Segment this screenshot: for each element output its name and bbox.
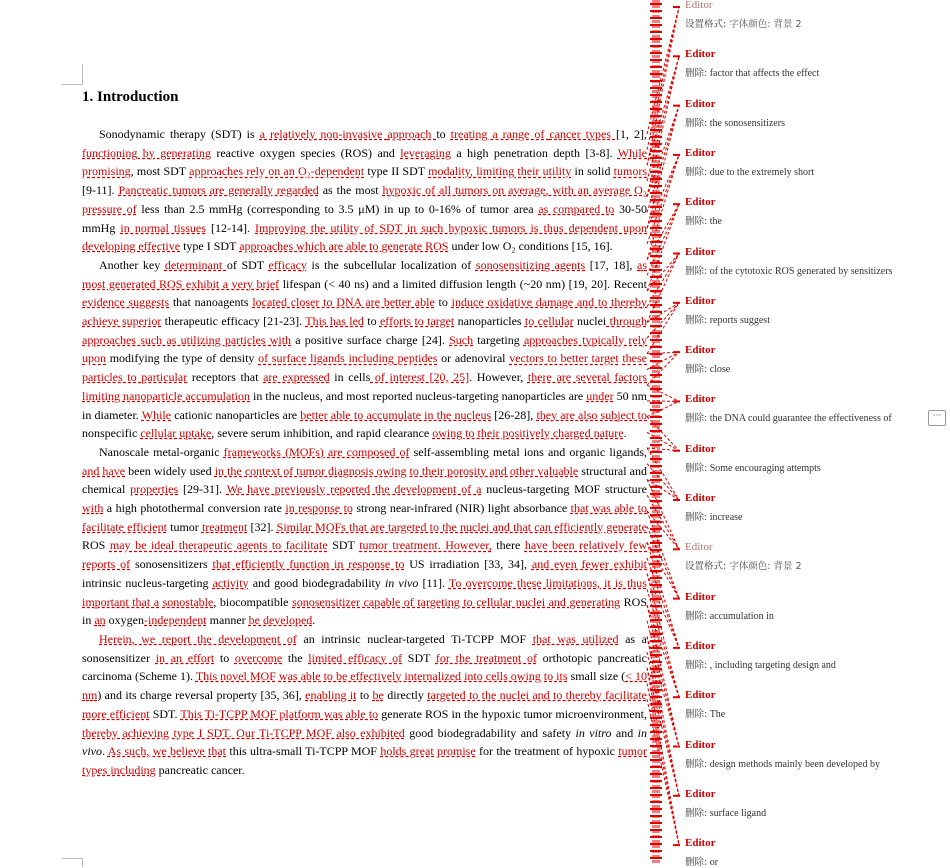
balloon-label: 删除: [685, 857, 708, 868]
inserted-text: as most generated ROS exhibit a very brief [82, 257, 648, 291]
text-run: for the treatment of hypoxic [475, 744, 619, 759]
revision-balloons-pane [680, 0, 950, 868]
text-run: Sonodynamic therapy (SDT) is [99, 127, 260, 141]
text-run: [32]. [247, 519, 277, 534]
inserted-text: leveraging [400, 145, 451, 160]
inserted-text: While [141, 407, 172, 422]
inserted-text: with [82, 501, 104, 516]
revision-balloon[interactable] [685, 443, 821, 474]
balloon-author: Editor [685, 787, 716, 800]
text-run: there [491, 538, 525, 553]
balloon-detail [685, 706, 725, 720]
revision-balloon[interactable] [685, 344, 730, 375]
inserted-text: treating a range of [450, 127, 550, 141]
revision-balloon[interactable] [685, 788, 766, 819]
text-run: a high penetration depth [3-8]. [450, 145, 618, 160]
inserted-text: As such, we believe that [107, 744, 227, 759]
section-heading: 1. Introduction [82, 89, 179, 105]
balloon-label: 删除: [685, 709, 708, 721]
inserted-text: in normal tissues [120, 220, 206, 235]
text-run: manner [206, 613, 249, 628]
balloon-author: Editor [685, 245, 716, 258]
text-run: to [434, 295, 452, 310]
balloon-label: 删除: [685, 166, 708, 178]
text-run: in vitro [575, 725, 612, 740]
text-run: a positive surface charge [24]. [291, 332, 450, 347]
inserted-text: evidence suggests [82, 295, 170, 310]
inserted-text: a relatively non-invasive [259, 127, 388, 141]
balloon-text: of the cytotoxic ROS generated by sensitizers [707, 265, 893, 277]
balloon-label: 删除: [685, 807, 708, 819]
text-run: reactive oxygen species (ROS) and [210, 145, 401, 160]
text-run: [29-31]. [178, 482, 227, 497]
balloon-author: Editor [685, 196, 716, 209]
revision-balloon[interactable] [685, 295, 770, 326]
inserted-text: sonosensitizing agents [475, 257, 586, 272]
connector-line [647, 56, 679, 165]
balloon-author: Editor [685, 738, 716, 751]
balloon-text: , including targeting design and [707, 659, 836, 671]
text-run: US irradiation [33, 34], [404, 557, 532, 572]
inserted-text: owing to their positively charged nature [432, 426, 624, 441]
connector-line [647, 636, 679, 746]
balloon-text: increase [707, 512, 743, 523]
inserted-text: Similar MOFs that are targeted to the nuclei and that can efficiently generate [276, 519, 647, 534]
balloon-author: Editor [685, 97, 716, 110]
inserted-text: in the context of tumor diagnosis owing to their porosity and other valuable [214, 463, 579, 478]
inserted-text: of surface ligands including peptides [258, 351, 438, 366]
inserted-text: induce oxidative damage and to thereby achieve superior [82, 295, 647, 329]
text-run: SDT. [149, 706, 181, 721]
inserted-text: This has led [305, 314, 364, 329]
text-run: SDT [327, 538, 360, 553]
revision-balloon[interactable] [685, 541, 802, 572]
revision-balloon[interactable] [685, 591, 774, 622]
text-run: ROS in [82, 594, 648, 628]
inserted-text: have been relatively few reports of [82, 538, 648, 572]
text-run: nuclei [573, 314, 607, 329]
inserted-text: approaches rely on an O₂-dependent [189, 164, 365, 179]
text-run: small size ( [567, 669, 626, 684]
connector-line [647, 432, 679, 450]
balloon-text: The [707, 709, 726, 721]
connector-line [647, 636, 679, 795]
text-run: generate ROS in the hypoxic tumor microenvironment, [378, 706, 648, 721]
text-run: been widely used [125, 463, 215, 478]
inserted-text: modality, limiting their utility [428, 164, 572, 179]
text-run: intrinsic nucleus-targeting [82, 575, 213, 590]
text-run: tumor [166, 519, 202, 534]
balloon-text: reports suggest [707, 314, 770, 326]
text-run: or adenoviral [437, 351, 510, 366]
text-run: to [356, 688, 373, 703]
text-run: orthotopic pancreatic carcinoma (Scheme 1). [82, 650, 647, 684]
inserted-text: of interest [20, 25] [370, 370, 470, 385]
inserted-text: Improving the utility of SDT in such hypoxic tumors is thus dependent upon developing effective [82, 220, 648, 254]
connector-line [647, 385, 679, 401]
inserted-text: there are several factors limiting nanoparticle accumulation [82, 370, 648, 403]
inserted-text: frameworks (MOFs) are composed of [223, 444, 410, 459]
text-run: less than 2.5 mmHg (corresponding to 3.5 μM) in up to 0-16% of tumor area [136, 201, 539, 216]
body-text[interactable] [82, 125, 647, 780]
inserted-text: in response to [285, 501, 353, 516]
text-run: pancreatic cancer. [155, 762, 245, 777]
text-run: targeting [473, 332, 524, 347]
text-run: self-assembling metal ions and organic ligands, [409, 444, 647, 459]
inserted-text: under [586, 388, 614, 403]
inserted-text: This Ti-TCPP MOF platform was able to [180, 706, 379, 721]
balloon-detail [685, 608, 774, 622]
inserted-text: approach [387, 127, 437, 141]
balloon-text: the sonosensitizers [707, 117, 785, 129]
inserted-text: efficacy [268, 257, 307, 272]
inserted-text: sonostable [162, 594, 214, 609]
text-run: [9-11]. [82, 183, 119, 198]
revision-balloon[interactable] [685, 837, 718, 868]
balloon-label: 删除: [685, 512, 708, 523]
revision-connector-lines [645, 0, 685, 865]
text-run: [12-14]. [205, 220, 256, 235]
inserted-text: cancer types [549, 127, 616, 141]
text-run: type I SDT [180, 239, 240, 254]
balloon-text: or [707, 857, 719, 868]
inserted-text: that was able to facilitate efficient [82, 501, 648, 534]
inserted-text: activity [212, 575, 249, 590]
page-corner-mark [62, 858, 83, 867]
inserted-text: better able to accumulate in the nucleus [300, 407, 492, 422]
balloon-detail [685, 213, 722, 227]
inserted-text: tumors [613, 164, 648, 179]
inserted-text: This novel MOF [195, 669, 276, 684]
text-run: and [611, 725, 638, 740]
balloon-author: Editor [685, 590, 716, 603]
text-run: in vivo [82, 725, 648, 759]
text-run: nucleus-targeting MOF structure [481, 482, 647, 497]
inserted-text: be developed [248, 613, 313, 628]
inserted-text: targeted to the nuclei and to thereby facilitate more efficient [82, 688, 647, 721]
balloon-author: Editor [685, 146, 716, 159]
text-run: a high photothermal conversion rate [103, 501, 286, 516]
balloon-label: 删除: [685, 413, 708, 425]
revision-balloon[interactable] [685, 48, 819, 79]
more-options-icon[interactable]: ··· [928, 410, 946, 426]
balloon-label: 删除: [685, 462, 708, 474]
inserted-text: to cellular [524, 314, 574, 329]
paragraph [82, 630, 647, 780]
balloon-label: 删除: [685, 68, 708, 80]
balloon-author: Editor [685, 541, 713, 554]
balloon-text: close [707, 364, 731, 376]
inserted-text: functioning by generating [82, 145, 211, 160]
inserted-text: in an effort [155, 650, 215, 665]
page-corner-mark [62, 64, 83, 85]
text-run: this ultra-small Ti-TCPP MOF [226, 744, 381, 759]
inserted-text: thereby achieving type I SDT. Our Ti-TCPP MOF also exhibited [82, 725, 405, 740]
balloon-author: Editor [685, 689, 716, 702]
connector-line [647, 684, 679, 846]
text-run: an intrinsic nuclear-targeted Ti-TCPP MOF [296, 631, 533, 646]
inserted-text: be [372, 688, 384, 703]
text-run: receptors that [187, 370, 264, 385]
text-run: 50 nm in diameter. [82, 388, 648, 422]
balloon-author: Editor [685, 837, 716, 850]
inserted-text: may be ideal therapeutic agents to facilitate [109, 538, 328, 553]
text-run: under low O₂ conditions [15, 16]. [448, 239, 613, 254]
text-run: ROS [82, 538, 110, 553]
connector-line [647, 7, 679, 165]
inserted-text: approaches typically rely upon [82, 332, 647, 366]
revision-balloon[interactable] [685, 147, 814, 178]
text-run: [26-28], [491, 407, 537, 422]
balloon-label: 删除: [685, 659, 708, 671]
text-run: , biocompatible [213, 594, 293, 609]
inserted-text: determinant [164, 257, 227, 272]
balloon-detail [685, 657, 836, 671]
text-run: [17, 18], [585, 257, 638, 272]
inserted-text: sonosensitizer capable of targeting to cellular nuclei and generating [292, 594, 621, 609]
inserted-text: properties [130, 482, 179, 497]
paragraph [82, 125, 647, 256]
text-run: oxygen [105, 613, 144, 628]
balloon-detail [685, 361, 730, 375]
text-run: good biodegradability and safety [404, 725, 576, 740]
balloon-detail [685, 410, 892, 424]
text-run: Nanoscale metal-organic [99, 444, 224, 459]
text-run: of SDT [226, 257, 269, 272]
inserted-text: tumor types including [82, 744, 648, 777]
revision-balloon[interactable] [685, 98, 785, 129]
text-run: sonosensitizers [130, 557, 213, 572]
inserted-text: approaches which are able to generate ROS [239, 239, 449, 254]
inserted-text: < 10 nm [82, 669, 648, 703]
text-run: the [282, 650, 309, 665]
text-run: is the subcellular localization of [306, 257, 476, 272]
text-run: therapeutic efficacy [21-23]. [161, 314, 306, 329]
balloon-author: Editor [685, 344, 716, 357]
balloon-detail [685, 854, 718, 868]
inserted-text: that was utilized [532, 631, 619, 646]
inserted-text: these particles to particular [82, 351, 647, 385]
inserted-text: located closer to DNA are better able [252, 295, 435, 310]
text-run: strong near-infrared (NIR) light absorbance [352, 501, 571, 516]
text-run: to [214, 650, 235, 665]
paragraph [82, 256, 647, 443]
balloon-text: due to the extremely short [707, 166, 815, 178]
revision-balloon[interactable] [685, 246, 892, 277]
balloon-text: the [707, 216, 722, 228]
inserted-text: efforts to target [379, 314, 455, 329]
inserted-text: as compared to [538, 201, 615, 216]
connector-line [647, 56, 679, 197]
revision-balloon[interactable] [685, 393, 892, 424]
text-run: in cells [329, 370, 371, 385]
text-run: structural and chemical [82, 463, 647, 497]
text-run: and good biodegradability [248, 575, 385, 590]
inserted-text: -independent [144, 613, 207, 628]
inserted-text: for the treatment of [435, 650, 537, 665]
balloon-text: the DNA could guarantee the effectiveness of [707, 413, 892, 425]
balloon-label: 删除: [685, 610, 708, 622]
balloon-label: 删除: [685, 117, 708, 129]
connector-line [647, 7, 679, 134]
text-run: ) and its charge reversal property [35, 36], [97, 688, 306, 703]
inserted-text: Such [449, 332, 474, 347]
text-run: [1, 2], [615, 127, 647, 141]
balloon-detail [685, 509, 742, 523]
inserted-text: vectors to better target [509, 351, 619, 366]
text-run: as a sonosensitizer [82, 631, 647, 665]
inserted-text: are expressed [263, 370, 330, 385]
balloon-author: Editor [685, 393, 716, 406]
text-run: to [436, 127, 451, 141]
revision-balloon[interactable] [685, 0, 802, 30]
balloon-detail [685, 263, 892, 277]
inserted-text: they are also subject to [536, 407, 648, 422]
balloon-label: 删除: [685, 216, 708, 228]
text-run: Another key [99, 257, 165, 272]
revision-balloon[interactable] [685, 640, 836, 671]
inserted-text: treatment [201, 519, 248, 534]
balloon-text: design methods mainly been developed by [707, 758, 880, 770]
connector-line [647, 106, 679, 213]
inserted-text: To overcome these limitations, it is thus important that a [82, 575, 647, 609]
text-run: nonspecific [82, 426, 141, 441]
balloon-detail [685, 164, 814, 178]
inserted-text: Herein, we report the development of [99, 631, 297, 646]
balloon-text: factor that affects the effect [707, 68, 820, 80]
text-run: in the nucleus, and most reported nucleus-targeting nanoparticles are [250, 388, 587, 403]
text-run: , most SDT [130, 164, 190, 179]
text-run: . However, [469, 370, 528, 385]
balloon-label: 设置格式: [685, 561, 727, 573]
balloon-detail [685, 115, 785, 129]
inserted-text: and even fewer exhibit [531, 557, 647, 572]
balloon-label: 设置格式: [685, 19, 727, 30]
text-run: directly [383, 688, 428, 703]
text-run: . [102, 744, 108, 759]
balloon-label: 删除: [685, 364, 708, 376]
balloon-label: 删除: [685, 314, 708, 326]
inserted-text: Pancreatic tumors are generally regarded [118, 183, 319, 198]
inserted-text: We have previously reported the development of a [226, 482, 482, 497]
balloon-text: 字体颜色: 背景 2 [726, 19, 802, 30]
balloon-label: 删除: [685, 758, 708, 770]
balloon-author: Editor [685, 294, 716, 307]
text-run: nanoparticles [454, 314, 525, 329]
balloon-text: Some encouraging attempts [707, 462, 821, 474]
text-run: modifying the type of density [106, 351, 259, 366]
text-run: . [312, 613, 316, 628]
inserted-text: an [94, 613, 106, 628]
text-run: lifespan (< 40 ns) and a limited diffusion length (~20 nm) [19, 20]. Recent [279, 276, 647, 291]
text-run: cationic nanoparticles are [171, 407, 301, 422]
revision-balloon[interactable] [685, 196, 722, 227]
balloon-author: Editor [685, 0, 713, 11]
balloon-detail [685, 558, 802, 572]
inserted-text: holds great promise [380, 744, 476, 759]
inserted-text: and have [82, 463, 126, 478]
inserted-text: hypoxic of all tumors on average, with an average O₂ pressure of [82, 183, 647, 216]
text-run: in solid [571, 164, 614, 179]
balloon-author: Editor [685, 639, 716, 652]
text-run: SDT [402, 650, 436, 665]
balloon-text: surface ligand [707, 807, 767, 819]
balloon-detail [685, 460, 821, 474]
connector-line [647, 527, 679, 599]
balloon-author: Editor [685, 492, 716, 504]
text-run: . [623, 426, 627, 441]
balloon-detail [685, 16, 802, 30]
text-run: type II SDT [364, 164, 429, 179]
inserted-text: through approaches such as utilizing particles with [82, 314, 647, 347]
inserted-text: enabling it [305, 688, 357, 703]
balloon-detail [685, 756, 880, 770]
revision-balloon[interactable] [685, 739, 880, 770]
text-run: that nanoagents [169, 295, 253, 310]
text-run: as the most [318, 183, 383, 198]
connector-line [647, 254, 679, 292]
revision-balloon[interactable] [685, 689, 725, 720]
balloon-author: Editor [685, 48, 716, 61]
balloon-text: accumulation in [707, 610, 774, 622]
inserted-text: cellular uptake [140, 426, 212, 441]
text-run: [11]. [418, 575, 449, 590]
inserted-text: that efficiently function in response to [212, 557, 405, 572]
balloon-label: 删除: [685, 265, 708, 277]
balloon-text: 字体颜色: 背景 2 [726, 561, 802, 573]
connector-line [647, 542, 679, 648]
text-run: , severe serum inhibition, and rapid clearance [211, 426, 433, 441]
inserted-text: limited efficacy of [308, 650, 403, 665]
text-run: 30-50 mmHg [82, 201, 648, 235]
balloon-author: Editor [685, 442, 716, 455]
balloon-detail [685, 805, 766, 819]
inserted-text: While promising [82, 145, 648, 179]
inserted-text: overcome [234, 650, 283, 665]
revision-balloon[interactable] [685, 492, 742, 523]
inserted-text: tumor treatment. However, [359, 538, 492, 553]
balloon-detail [685, 65, 819, 79]
paragraph [82, 443, 647, 630]
text-run: to [363, 314, 380, 329]
balloon-detail [685, 312, 770, 326]
text-run: in vivo [384, 575, 419, 590]
inserted-text: was able to be effectively internalized into cells owing to its [278, 669, 568, 684]
